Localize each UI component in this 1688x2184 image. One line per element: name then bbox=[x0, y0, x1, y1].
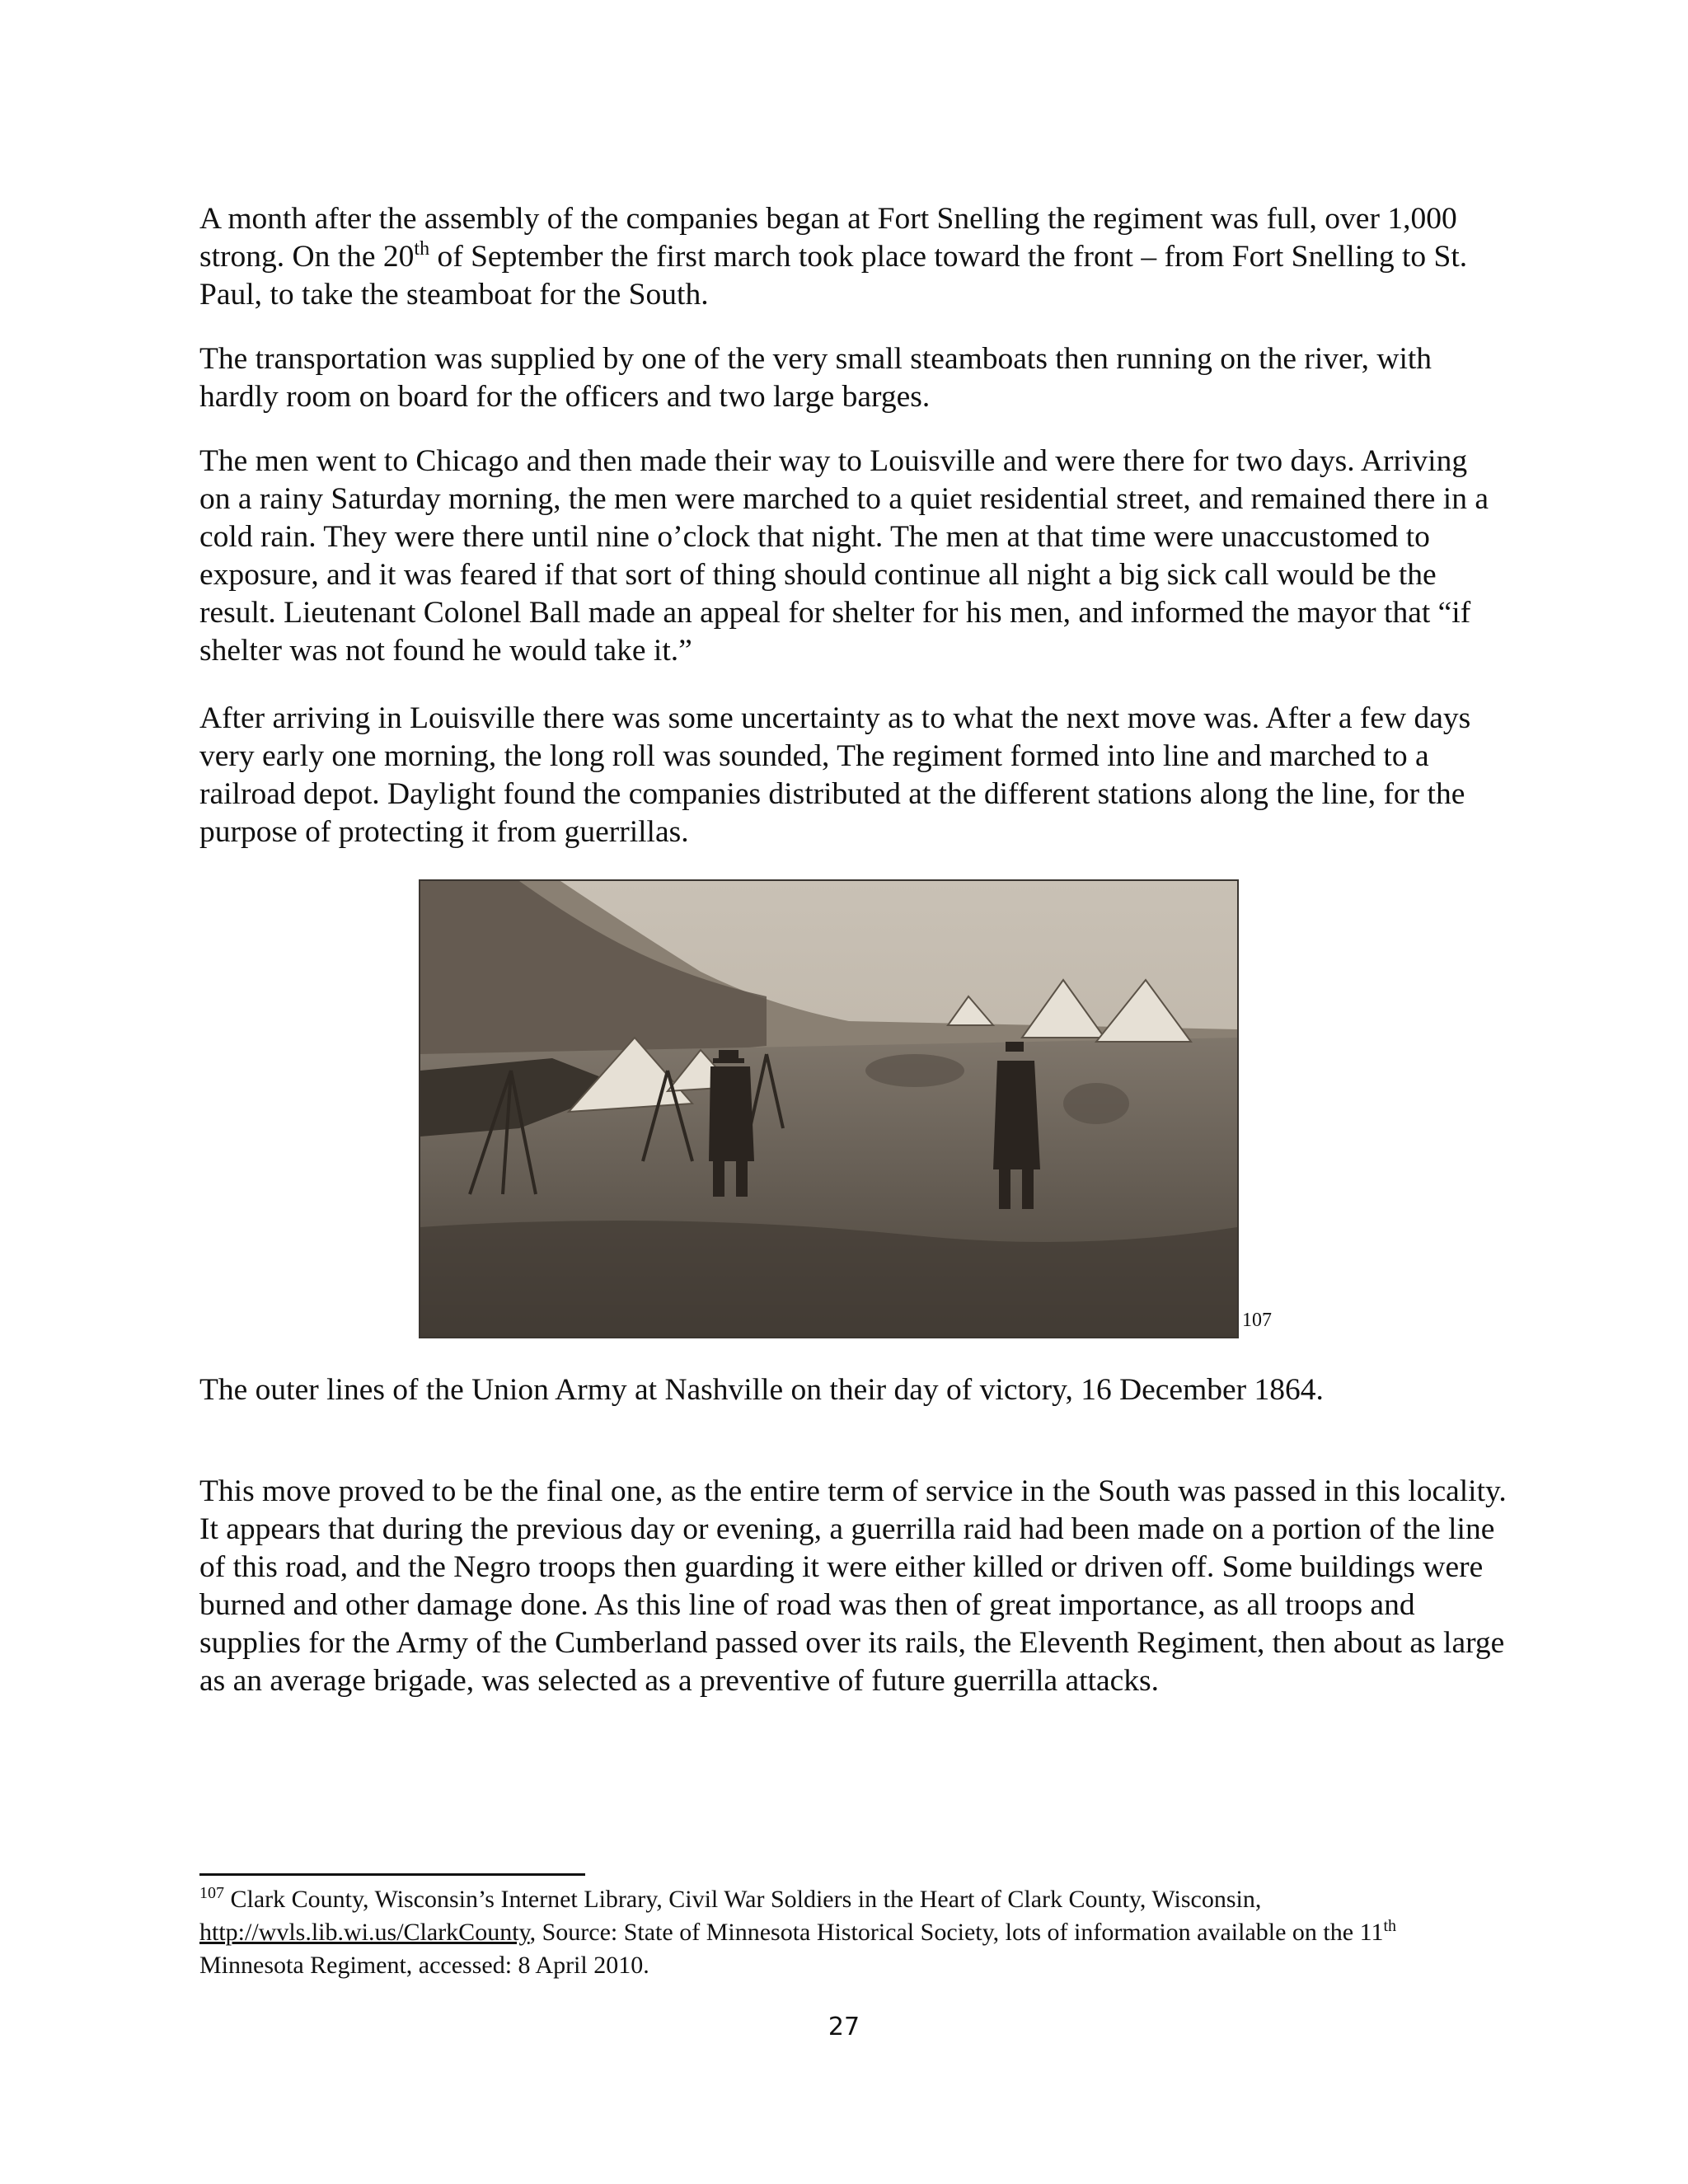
paragraph-4: After arriving in Louisville there was some uncertainty as to what the next move was. After a few days very early one morning, the long roll was sounded, The regiment formed into line and marched to a railroad depot. Daylight found the companies distributed at the different stations along the line, for the purpose of protecting it from guerrillas. bbox=[199, 701, 1471, 849]
footnote-text-start: Clark County, Wisconsin’s Internet Library, Civil War Soldiers in the Heart of Clark County, Wisconsin, bbox=[224, 1886, 1262, 1913]
paragraph-1 bbox=[199, 200, 1502, 314]
paragraph-2: The transportation was supplied by one of the very small steamboats then running on the river, with hardly room on board for the officers and two large barges. bbox=[199, 342, 1432, 414]
ordinal-superscript: th bbox=[414, 238, 430, 260]
footnote-text-end: Minnesota Regiment, accessed: 8 April 2010. bbox=[199, 1952, 649, 1979]
footnote-ordinal-superscript: th bbox=[1383, 1917, 1397, 1935]
page-number: 27 bbox=[828, 2013, 860, 2041]
footnote bbox=[199, 1883, 1493, 1982]
figure-footnote-reference: 107 bbox=[1242, 1310, 1272, 1331]
paragraph-1-text-start: A month after the assembly of the companies began at Fort Snelling the regiment was full, over 1,000 strong. On the 20 bbox=[199, 202, 1457, 274]
footnote-link[interactable]: http://wvls.lib.wi.us/ClarkCounty bbox=[199, 1919, 530, 1946]
historical-photograph bbox=[419, 879, 1239, 1338]
footnote-number: 107 bbox=[199, 1884, 224, 1902]
footnote-separator bbox=[199, 1873, 585, 1876]
paragraph-3: The men went to Chicago and then made their way to Louisville and were there for two days. Arriving on a rainy Saturday morning, the men were marched to a quiet residential street, and remained there in a cold rain. They were there until nine o’clock that night. The men at that time were unaccustomed to exposure, and it was feared if that sort of thing should continue all night a big sick call would be the result. Lieutenant Colonel Ball made an appeal for shelter for his men, and informed the mayor that “if shelter was not found he would take it.” bbox=[199, 444, 1489, 668]
footnote-text-middle: , Source: State of Minnesota Historical Society, lots of information available on the 11 bbox=[529, 1919, 1384, 1946]
paragraph-5: This move proved to be the final one, as the entire term of service in the South was passed in this locality. It appears that during the previous day or evening, a guerrilla raid had been made on a portion of the line of this road, and the Negro troops then guarding it were either killed or driven off. Some buildings were burned and other damage done. As this line of road was then of great importance, as all troops and supplies for the Army of the Cumberland passed over its rails, the Eleventh Regiment, then about as large as an average brigade, was selected as a preventive of future guerrilla attacks. bbox=[199, 1474, 1507, 1698]
figure-caption: The outer lines of the Union Army at Nashville on their day of victory, 16 December 1864. bbox=[199, 1373, 1324, 1407]
photograph-image bbox=[420, 881, 1237, 1337]
paragraph-1-text-end: of September the first march took place toward the front – from Fort Snelling to St. Paul, to take the steamboat for the South. bbox=[199, 240, 1468, 312]
